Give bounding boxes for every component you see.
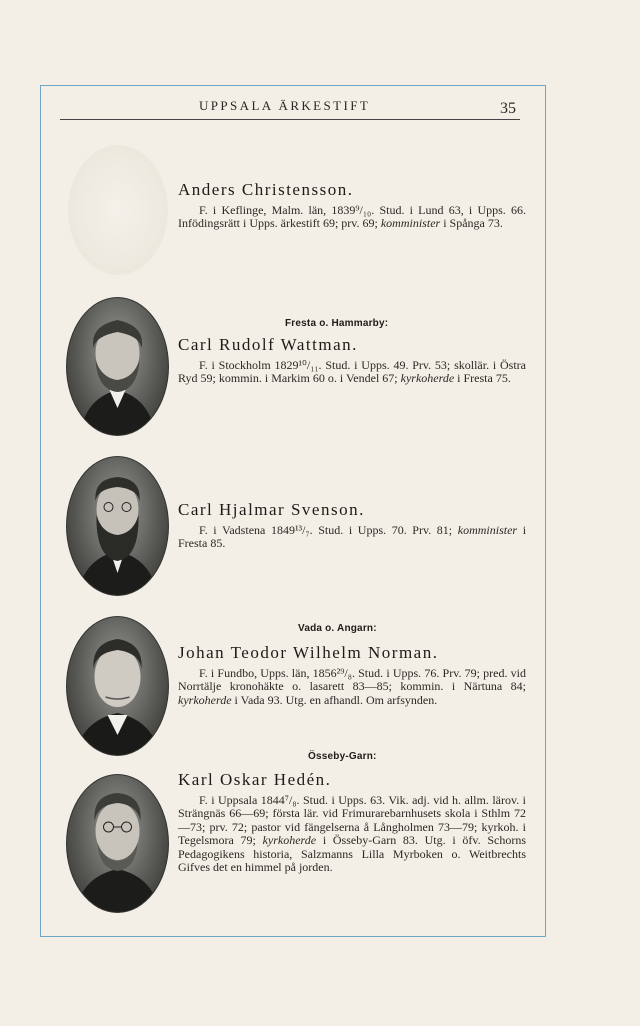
portrait-norman: [66, 616, 169, 756]
header-rule: [60, 119, 520, 120]
entry-norman: [178, 643, 526, 707]
biography: F. i Vadstena 1849¹³/₇. Stud. i Upps. 70. Prv. 81; komminister i Fresta 85.: [178, 523, 527, 551]
entry-svenson: [178, 500, 526, 551]
section-heading-osseby: Össeby-Garn:: [308, 751, 377, 762]
portrait-heden: [66, 774, 169, 913]
portrait-heden-figure: [67, 775, 168, 912]
portrait-svenson: [66, 456, 169, 596]
role-title: kyrkoherde: [400, 371, 455, 386]
role-title: komminister: [457, 523, 518, 537]
person-name: Johan Teodor Wilhelm Norman.: [178, 643, 439, 662]
running-head: UPPSALA ÄRKESTIFT: [199, 98, 371, 113]
portrait-christensson: [68, 145, 168, 275]
portrait-svenson-figure: [67, 457, 168, 595]
portrait-norman-figure: [67, 617, 168, 755]
section-heading-fresta: Fresta o. Hammarby:: [285, 318, 389, 329]
biography: F. i Stockholm 1829¹⁰/₁₁. Stud. i Upps. 49. Prv. 53; skollär. i Östra Ryd 59; kommin. i Markim 60 o. i Vendel 67; kyrkoherde i Fresta 75.: [178, 358, 526, 386]
biography: F. i Fundbo, Upps. län, 1856²⁹/₈. Stud. i Upps. 76. Prv. 79; pred. vid Norrtälje kronohäkte o. lasarett 83—85; kommin. i Närtuna 84; kyrkoherde i Vada 93. Utg. en afhandl. Om arfsynden.: [178, 666, 526, 707]
person-name: Carl Hjalmar Svenson.: [178, 500, 365, 519]
person-name: Karl Oskar Hedén.: [178, 770, 332, 789]
entry-wattman: [178, 335, 526, 386]
person-name: Carl Rudolf Wattman.: [178, 335, 358, 354]
role-title: kyrkoherde: [178, 692, 232, 707]
person-name: Anders Christensson.: [178, 180, 354, 199]
portrait-wattman-figure: [67, 298, 168, 435]
section-heading-vada: Vada o. Angarn:: [298, 623, 377, 634]
entry-christensson: [178, 180, 526, 231]
biography: F. i Uppsala 1844⁷/₈. Stud. i Upps. 63. Vik. adj. vid h. allm. lärov. i Strängnäs 66—69; första lär. vid Frimurarebarnhusets skola i Sthlm 72—73; prv. 72; pastor vid fängelserna å Långholmen 73—79; kyrkoh. i Tegelsmora 79; kyrkoherde i Össeby-Garn 83. Utg. i öfv. Schorns Pedagogikens historia, Salzmanns Lilla Myrboken o. Weitbrechts Gifves det en himmel på jorden.: [178, 793, 526, 875]
biography: F. i Keflinge, Malm. län, 1839⁹/₁₀. Stud. i Lund 63, i Upps. 66. Infödingsrätt i Upps. ärkestift 69; prv. 69; komminister i Spånga 73.: [178, 203, 526, 231]
entry-heden: [178, 770, 526, 874]
role-title: komminister: [380, 216, 441, 231]
role-title: kyrkoherde: [262, 833, 317, 848]
page-number: 35: [500, 100, 516, 117]
portrait-wattman: [66, 297, 169, 436]
